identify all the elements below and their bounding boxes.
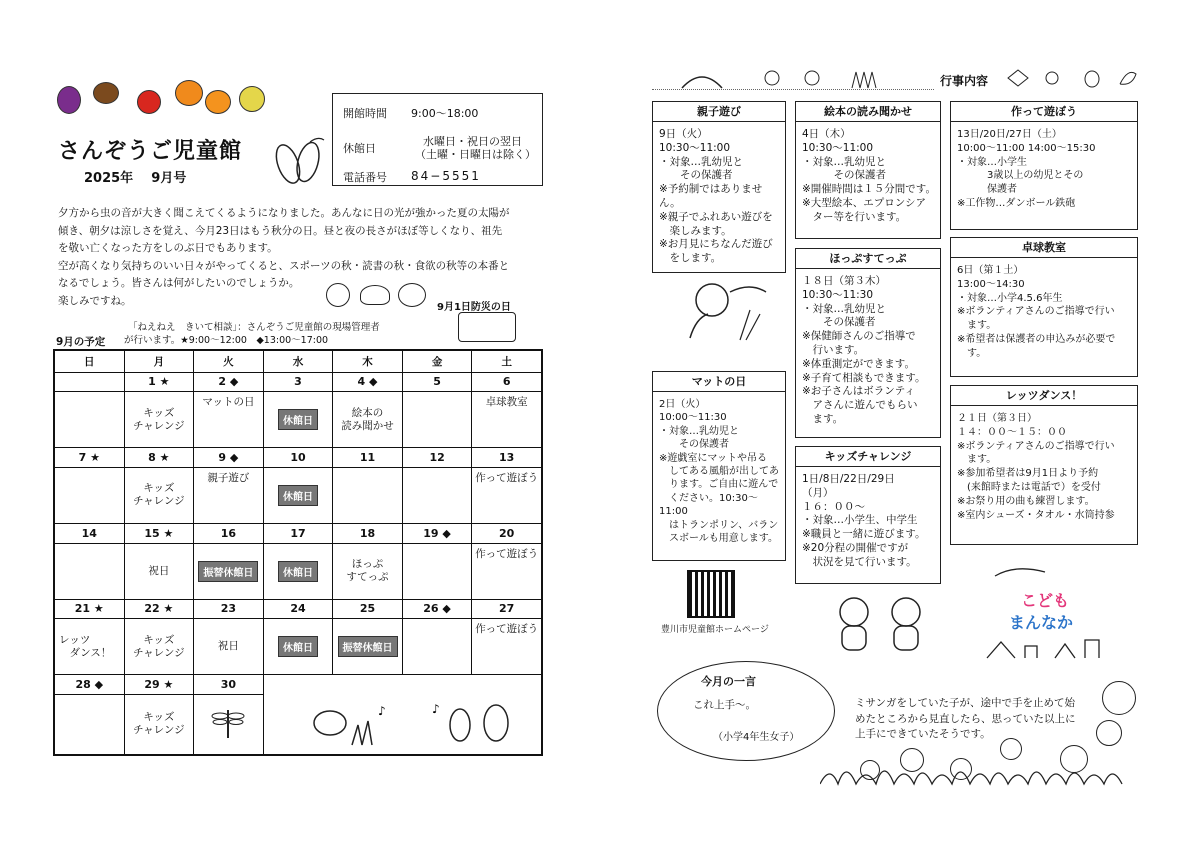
event-title: マットの日 [653, 372, 785, 392]
calendar-event-row [55, 467, 542, 523]
event-cell [333, 467, 403, 523]
svg-text:♪: ♪ [378, 703, 387, 718]
date-cell: 16 [194, 524, 264, 543]
weekday-sat: 土 [472, 351, 542, 373]
pear-icon [239, 86, 265, 112]
quote-speaker: （小学4年生女子） [713, 732, 800, 743]
logo-text-1: こども [1021, 591, 1070, 610]
event-card-ehon [795, 101, 941, 239]
date-cell: 15 ★ [124, 524, 194, 543]
story-line: めたところから見直したら、思っていた以上に [855, 712, 1076, 725]
event-title: 作って遊ぼう [951, 102, 1137, 122]
event-title: ほっぷすてっぷ [796, 249, 940, 269]
weekday-fri: 金 [402, 351, 472, 373]
date-cell: 24 [263, 599, 333, 618]
calendar-event-row [55, 543, 542, 599]
event-card-oyako [652, 101, 786, 273]
logo-text-2: まんなか [1009, 613, 1074, 632]
apple-icon [326, 283, 350, 307]
calendar-date-row [55, 448, 542, 467]
grass-border-icon [820, 752, 1140, 786]
closed-badge: 休館日 [278, 409, 318, 430]
event-body: 1日/8日/22日/29日 （月） １６：００〜 ・対象…小学生、中学生 ※職員と一緒に遊びます。 ※20分程の開催ですが 状況を見て行います。 [802, 473, 926, 568]
intro-line: 空が高くなり気持ちのいい日々がやってくると、スポーツの秋・読書の秋・食欲の秋等の本番と [58, 259, 510, 272]
date-cell: 30 [194, 675, 264, 694]
date-cell: 14 [55, 524, 125, 543]
intro-text [58, 205, 538, 310]
calendar-table [54, 350, 542, 755]
date-cell: 29 ★ [124, 675, 194, 694]
event-cell [263, 543, 333, 599]
closed-badge: 休館日 [278, 561, 318, 582]
qr-code[interactable] [687, 570, 735, 618]
closed-badge: 休館日 [278, 636, 318, 657]
open-hours-value: 9:00〜18:00 [411, 107, 479, 120]
event-cell [263, 467, 333, 523]
story-line: ミサンガをしていた子が、途中で手を止めて始 [855, 697, 1075, 709]
event-body: 2日（火） 10:00〜11:30 ・対象…乳幼児と その保護者 ※遊戯室にマットや吊る してある風船が出してあ ります。ご自由に遊んで ください。10:30〜11:00 はトランポリン、バラン スボールも用意します。 [659, 399, 779, 545]
weekday-thu: 木 [333, 351, 403, 373]
event-body: 4日（木） 10:30〜11:00 ・対象…乳幼児と その保護者 ※開催時間は１５分間です。 ※大型絵本、エプロンシア ター等を行います。 [802, 128, 936, 223]
issue-month: 9月号 [151, 171, 187, 186]
date-cell: 17 [263, 524, 333, 543]
calendar-date-row [55, 372, 542, 391]
persimmon-icon [205, 90, 231, 114]
chestnut-icon [398, 283, 426, 307]
event-body: １８日（第３木） 10:30〜11:30 ・対象…乳幼児と その保護者 ※保健師さんのご指導で 行います。 ※体重測定ができます。 ※子育て相談もできます。 ※お子さんはボランティ アさんに遊んでもらい ます。 [802, 275, 926, 425]
closed-day-label: 休館日 [343, 142, 376, 155]
calendar [53, 349, 543, 756]
event-cell [194, 694, 264, 754]
intro-line: 楽しみですね。 [58, 294, 132, 307]
event-body: ２１日（第３日） １４：００〜１５：００ ※ボランティアさんのご指導で行い ます。 ※参加希望者は9月1日より予約 (来館時または電話で）を受付 ※お祭り用の曲も練習します。 ※室内シューズ・タオル・水筒持参 [957, 413, 1115, 521]
event-cell [333, 619, 403, 675]
story-text [855, 696, 1076, 743]
date-cell: 20 [472, 524, 542, 543]
closed-badge: 休館日 [278, 485, 318, 506]
event-cell: マットの日 [194, 392, 264, 448]
date-cell: 23 [194, 599, 264, 618]
event-title: レッツダンス！ [951, 386, 1137, 406]
closed-badge: 振替休館日 [338, 636, 398, 657]
event-cell: レッツ ダンス！ [55, 619, 125, 675]
event-card-dance [950, 385, 1138, 545]
leaves-acorn-icon [1002, 66, 1140, 90]
event-title: 親子遊び [653, 102, 785, 122]
dragonfly-icon [211, 706, 245, 740]
calendar-event-row [55, 619, 542, 675]
event-cell [55, 467, 125, 523]
event-cell: キッズ チャレンジ [124, 694, 194, 754]
intro-line: 傾き、朝夕は涼しさを覚え、今月23日はもう秋分の日。昼と夜の長さがほぼ等しくなり、祖先 [58, 224, 503, 237]
issue-year: 2025年 [84, 171, 134, 186]
date-cell: 25 [333, 599, 403, 618]
event-cell [55, 694, 125, 754]
weekday-wed: 水 [263, 351, 333, 373]
intro-line: なるでしょう。皆さんは何がしたいのでしょうか。 [58, 277, 300, 289]
event-card-kids [795, 446, 941, 584]
date-cell: 6 [472, 372, 542, 391]
event-body: 13日/20日/27日（土） 10:00〜11:00 14:00〜15:30 ・対象…小学生 3歳以上の幼児とその 保護者 ※工作物…ダンボール鉄砲 [957, 129, 1096, 209]
closed-day-note: （土曜・日曜日は除く） [415, 148, 536, 161]
date-cell: 26 ◆ [402, 599, 472, 618]
date-cell: 5 [402, 372, 472, 391]
calendar-event-row [55, 392, 542, 448]
date-cell: 8 ★ [124, 448, 194, 467]
event-cell [263, 619, 333, 675]
phone-value: 84−5551 [411, 169, 481, 183]
date-cell: 19 ◆ [402, 524, 472, 543]
event-card-hopp [795, 248, 941, 438]
phone-label: 電話番号 [343, 171, 387, 184]
calendar-event-row [55, 694, 542, 754]
closed-badge: 振替休館日 [198, 561, 258, 582]
weekday-sun: 日 [55, 351, 125, 373]
flower-icon [1096, 720, 1122, 746]
date-cell: 21 ★ [55, 599, 125, 618]
event-cell: 絵本の 読み聞かせ [333, 392, 403, 448]
consult-note-2: が行います。★9:00〜12:00 ◆13:00〜17:00 [124, 335, 329, 346]
kodomo-mannaka-logo [985, 562, 1115, 662]
event-cell [263, 694, 541, 754]
event-cell: 親子遊び [194, 467, 264, 523]
event-card-mat [652, 371, 786, 561]
town-silhouette-icon [985, 562, 1115, 662]
event-cell: 作って遊ぼう [472, 619, 542, 675]
date-cell: 2 ◆ [194, 372, 264, 391]
calendar-header-row [55, 351, 542, 373]
date-cell: 1 ★ [124, 372, 194, 391]
schedule-label: 9月の予定 [56, 336, 106, 348]
event-card-tsukutte [950, 101, 1138, 230]
page-title: さんぞうご児童館 [58, 139, 243, 164]
event-cell: 祝日 [124, 543, 194, 599]
event-cell: キッズ チャレンジ [124, 467, 194, 523]
event-cell [402, 543, 472, 599]
sun-plant-illustration [660, 278, 788, 344]
date-cell: 10 [263, 448, 333, 467]
calendar-date-row [55, 599, 542, 618]
story-line: 上手にできていたそうです。 [855, 728, 991, 740]
hours-box [332, 93, 543, 186]
date-cell: 3 [263, 372, 333, 391]
date-cell: 12 [402, 448, 472, 467]
event-cell [402, 619, 472, 675]
qr-caption: 豊川市児童館ホームページ [661, 625, 769, 635]
consult-note-1: 「ねえねえ きいて相談」：さんぞうご児童館の現場管理者 [128, 322, 380, 333]
insect-band-illustration [282, 697, 522, 749]
events-section-title: 行事内容 [940, 74, 989, 88]
event-cell: 作って遊ぼう [472, 543, 542, 599]
event-cell: 祝日 [194, 619, 264, 675]
event-cell: ほっぷ すてっぷ [333, 543, 403, 599]
issue-label [84, 167, 186, 186]
event-title: 絵本の読み聞かせ [796, 102, 940, 122]
date-cell: 11 [333, 448, 403, 467]
event-cell [55, 392, 125, 448]
intro-line: 夕方から虫の音が大きく聞こえてくるようになりました。あんなに日の光が強かった夏の太陽が [58, 207, 510, 219]
event-cell [55, 543, 125, 599]
date-cell: 4 ◆ [333, 372, 403, 391]
nature-silhouette-icon [652, 66, 934, 90]
decorative-border-top [652, 66, 934, 90]
event-cell: キッズ チャレンジ [124, 619, 194, 675]
food-illustration [326, 283, 436, 307]
event-title: 卓球教室 [951, 238, 1137, 258]
sweet-potato-icon [270, 134, 328, 186]
event-cell [194, 543, 264, 599]
event-body: 6日（第１土） 13:00〜14:30 ・対象…小学4.5.6年生 ※ボランティアさんのご指導で行い ます。 ※希望者は保護者の申込みが必要で す。 [957, 265, 1116, 359]
apple-icon [137, 90, 161, 114]
chestnut-icon [93, 82, 119, 104]
weekday-mon: 月 [124, 351, 194, 373]
event-cell [402, 467, 472, 523]
event-card-takkyu [950, 237, 1138, 377]
intro-line: を敬い亡くなった方をしのぶ日でもあります。 [58, 242, 278, 254]
calendar-date-row [55, 524, 542, 543]
autumn-fruits-illustration [55, 72, 275, 116]
date-cell: 18 [333, 524, 403, 543]
open-hours-label: 開館時間 [343, 107, 387, 120]
grape-icon [57, 86, 81, 114]
date-cell: 22 ★ [124, 599, 194, 618]
event-title: キッズチャレンジ [796, 447, 940, 467]
date-cell: 7 ★ [55, 448, 125, 467]
date-cell: 9 ◆ [194, 448, 264, 467]
flower-icon [1102, 681, 1136, 715]
event-cell: キッズ チャレンジ [124, 392, 194, 448]
date-cell: 28 ◆ [55, 675, 125, 694]
emergency-kit-icon [458, 312, 516, 342]
date-cell [55, 372, 125, 391]
svg-text:♪: ♪ [432, 701, 441, 716]
date-cell [263, 675, 541, 694]
weekday-tue: 火 [194, 351, 264, 373]
event-cell [402, 392, 472, 448]
event-cell: 作って遊ぼう [472, 467, 542, 523]
event-cell: 卓球教室 [472, 392, 542, 448]
quote-text: これ上手〜。 [693, 699, 756, 711]
quote-title: 今月の一言 [701, 675, 756, 688]
event-cell [263, 392, 333, 448]
bears-illustration [822, 592, 940, 656]
date-cell: 13 [472, 448, 542, 467]
closed-day-value: 水曜日・祝日の翌日 [423, 135, 522, 148]
persimmon-icon [175, 80, 203, 106]
date-cell: 27 [472, 599, 542, 618]
disaster-day-label: 9月1日防災の日 [437, 302, 511, 313]
mushroom-icon [360, 285, 390, 305]
calendar-date-row [55, 675, 542, 694]
event-body: 9日（火） 10:30〜11:00 ・対象…乳幼児と その保護者 ※予約制ではありません。 ※親子でふれあい遊びを 楽しみます。 ※お月見にちなんだ遊び をします。 [659, 128, 773, 265]
